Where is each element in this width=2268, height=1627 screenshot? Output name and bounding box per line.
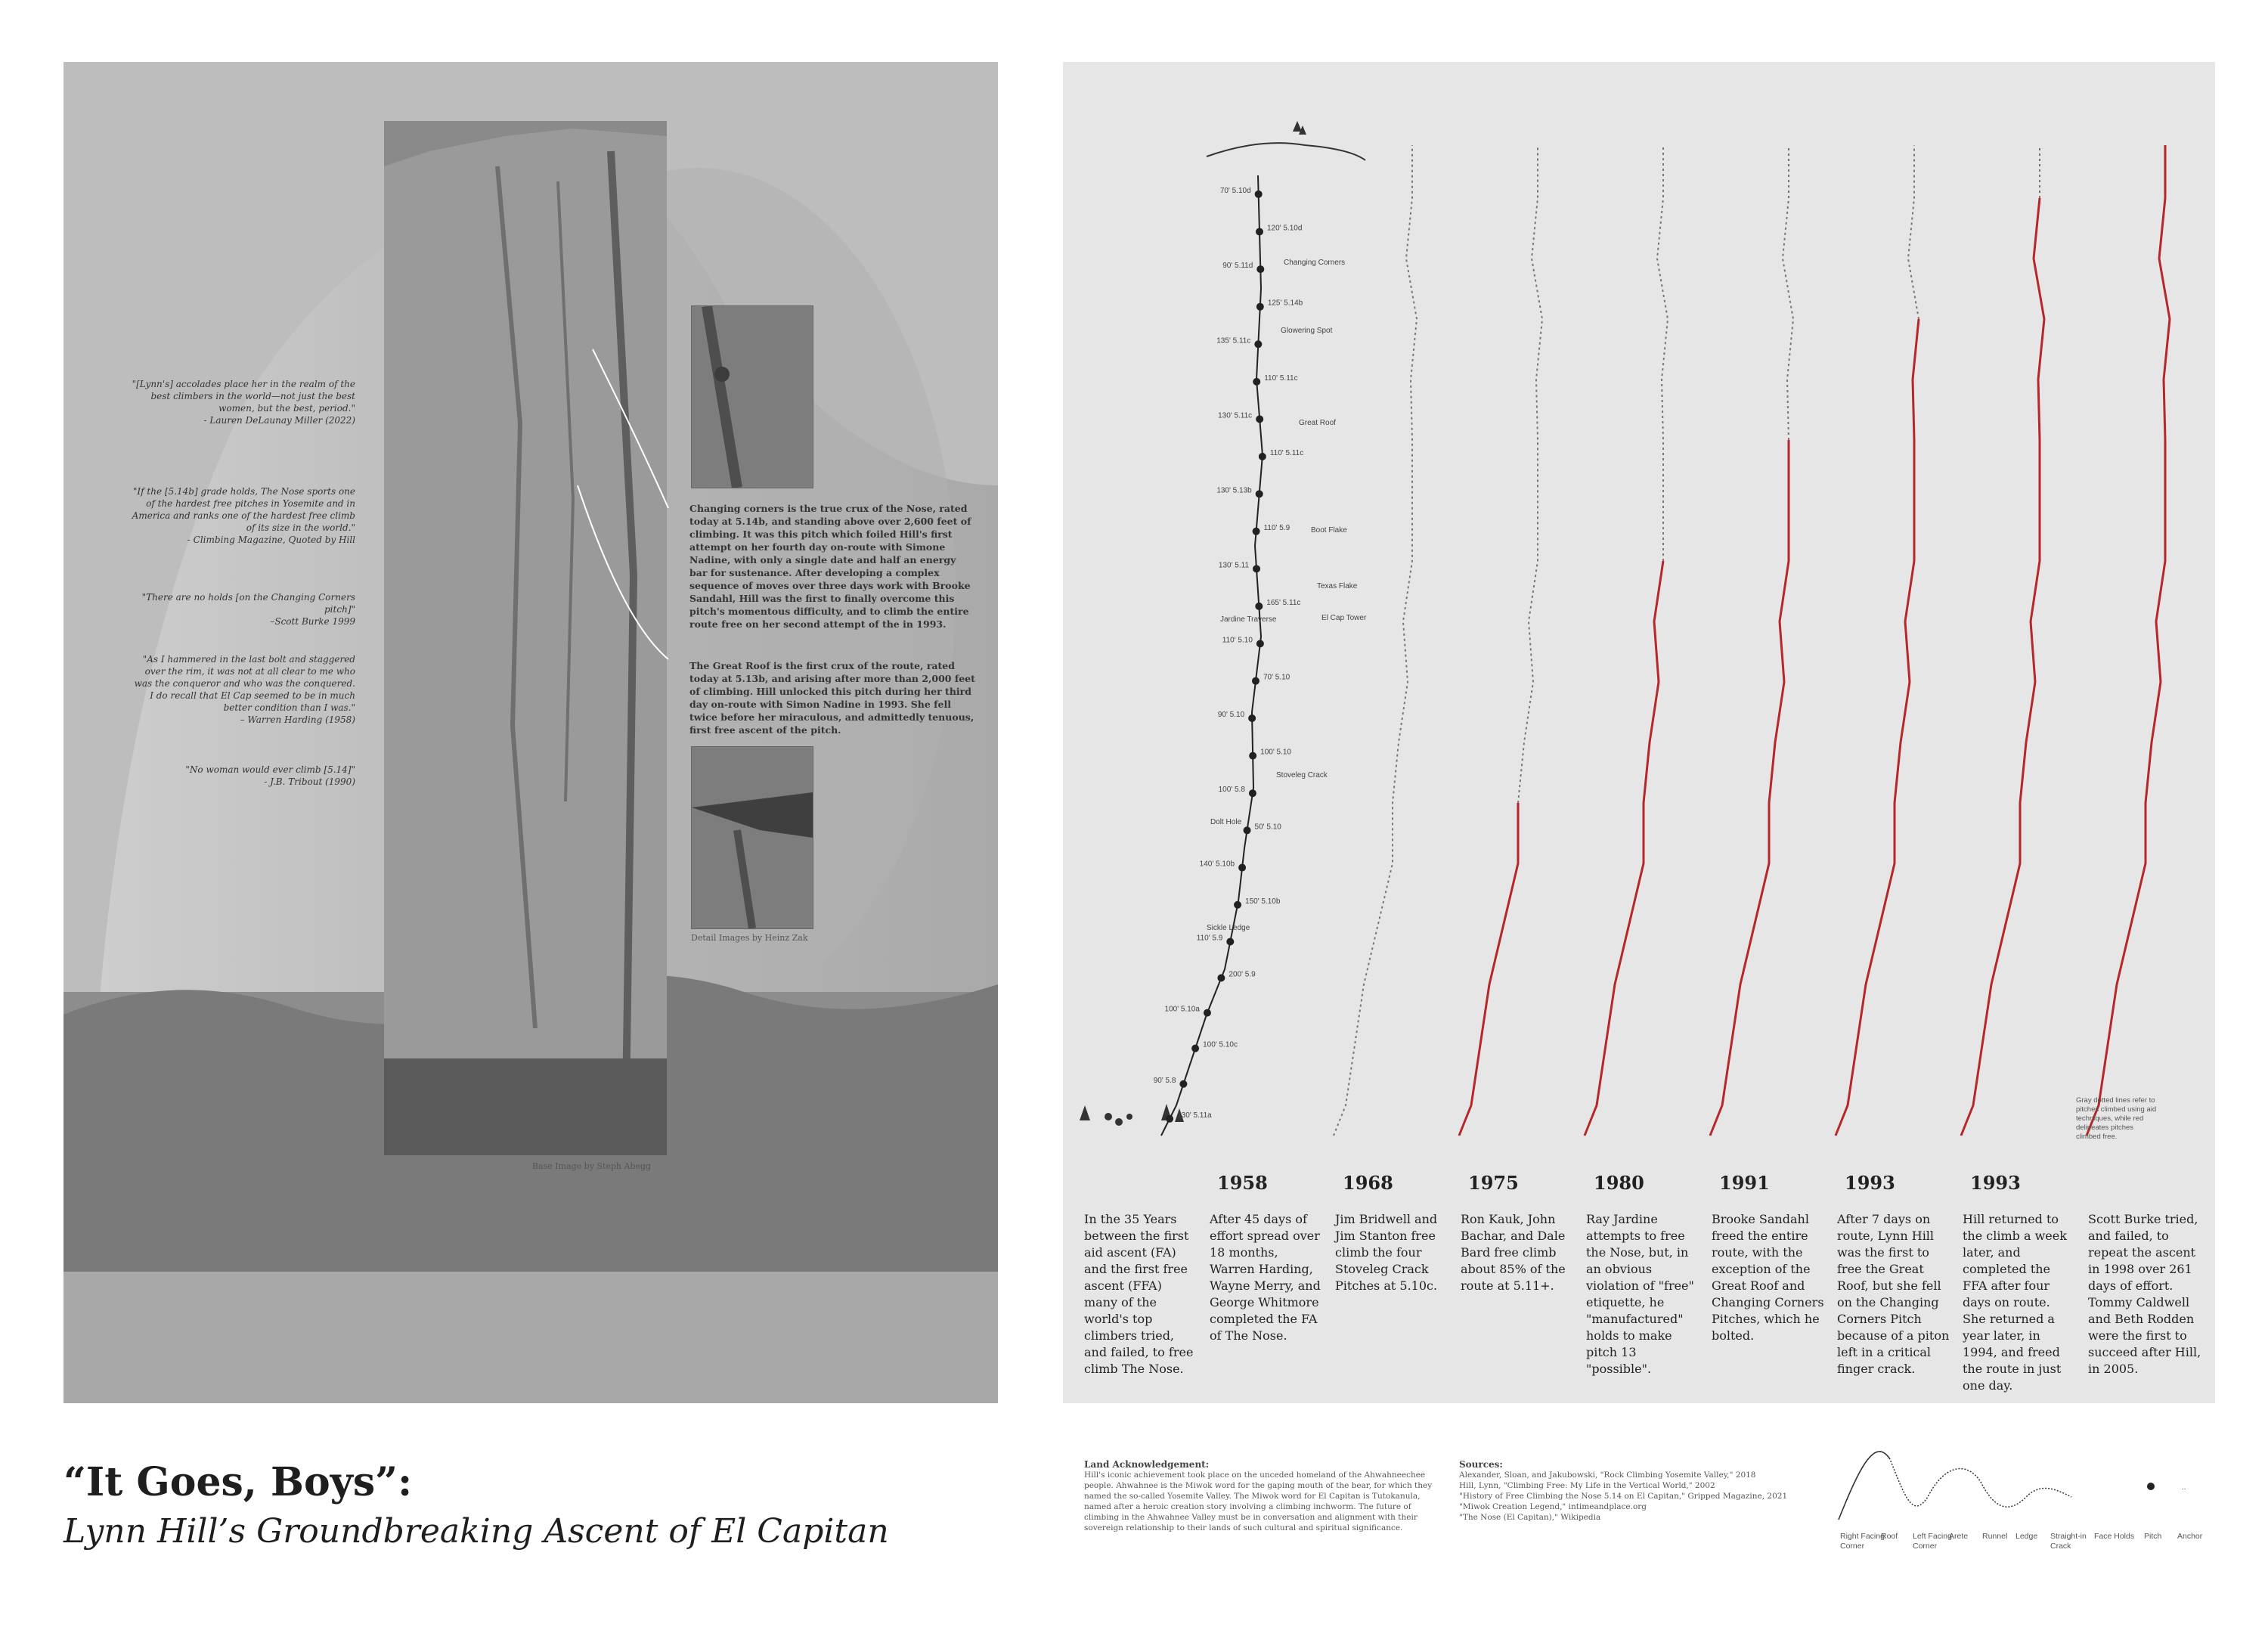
legend-label: Right Facing Corner [1840,1532,1885,1551]
base-image-credit: Base Image by Steph Abegg [532,1161,652,1171]
pitch-label: 70' 5.10d [1219,186,1251,195]
pitch-marker [1253,565,1260,572]
pitch-marker [1249,789,1256,797]
pitch-label: 90' 5.10 [1217,711,1245,720]
source-item: Alexander, Sloan, and Jakubowski, "Rock Climbing Yosemite Valley," 2018 [1459,1470,1756,1480]
legend-label: Straight-in Crack [2050,1532,2087,1551]
feature-symbols-icon [1839,1452,2071,1520]
timeline-description: Scott Burke tried, and failed, to repeat the ascent in 1998 over 261 days of effort. Tommy Caldwell and Beth Rodden were the first to succeed after Hill, in 2005. [2088,1212,2201,1376]
pitch-marker [1234,901,1241,909]
callout-great-roof: The Great Roof is the first crux of the route, rated today at 5.13b, and arising after more than 2,000 feet of climbing. Hill unlocked this pitch during her third day on-route with Simon Nadine in 1993. She fell twice before her miraculous, and admittedly tenuous, first free ascent of the pitch. [689,660,975,736]
pitch-label: 100' 5.8 [1218,786,1245,795]
pitch-marker [1256,303,1264,311]
pitch-label: 110' 5.11c [1264,373,1298,383]
pitch-label: 130' 5.11 [1218,561,1250,570]
source-item: "The Nose (El Capitan)," Wikipedia [1459,1513,1601,1522]
legend-label: Face Holds [2094,1532,2135,1541]
poster-subtitle: Lynn Hill’s Groundbreaking Ascent of El Capitan [64,1512,889,1551]
pitch-marker [1255,603,1263,610]
pitch-marker [1217,975,1225,982]
pitch-marker [1252,677,1259,685]
timeline-year: 1975 [1468,1172,1519,1194]
pitch-label: 120' 5.10d [1266,224,1303,233]
summit-trees-icon [1293,121,1306,135]
timeline-year: 1958 [1217,1172,1268,1194]
legend-note: Gray dotted lines refer to pitches climbed using aid techniques, while red delineates pitches climbed free. [2076,1096,2157,1141]
feature-label: Great Roof [1299,419,1336,427]
source-item: "Miwok Creation Legend," intimeandplace.org [1459,1502,1647,1511]
pitch-marker [1179,1080,1187,1088]
quote-tribout: "No woman would ever climb [5.14]" - J.B. Tribout (1990) [185,764,355,787]
callout-changing-corners: Changing corners is the true crux of the Nose, rated today at 5.14b, and standing above over 2,600 feet of climbing. It was this pitch which foiled Hill's first attempt on her fourth day on-route with Simone Nadine, with only a single date and half an energy bar for sustenance. After developing a complex sequence of moves over three days work with Brooke Sandahl, Hill was the first to finally overcome this pitch's momentous difficulty, and to climb the entire route free on her second attempt of the in 1993. [689,503,971,630]
pitch-label: 110' 5.9 [1196,934,1223,943]
pitch-marker [1256,415,1263,423]
free-pitch-line [1961,198,2044,1136]
timeline-description: Ron Kauk, John Bachar, and Dale Bard free climb about 85% of the route at 5.11+. [1461,1212,1566,1293]
pitch-label: 70' 5.10 [1263,673,1290,682]
pitch-label: 100' 5.10c [1203,1040,1238,1049]
free-pitch-line [1836,319,1919,1136]
free-pitch-line [1585,561,1663,1136]
pitch-label: 110' 5.10 [1222,636,1253,645]
poster-title: “It Goes, Boys”: [64,1459,413,1505]
free-pitch-line [1710,440,1789,1136]
summit-ridge [1207,143,1365,160]
pitch-label: 90' 5.11d [1222,262,1253,271]
timeline-description: Hill returned to the climb a week later, and completed the FFA after four days on route. She returned a year later, in 1994, and freed the route in just one day. [1963,1212,2067,1393]
pitch-marker [1248,714,1256,722]
symbol-legend [1830,1436,2223,1527]
feature-label: Dolt Hole [1210,818,1242,826]
pitch-marker [1226,937,1234,945]
timeline-year: 1968 [1343,1172,1393,1194]
free-pitch-line [2087,145,2170,1136]
pitch-label: 130' 5.11a [1177,1111,1212,1120]
quote-climbing-magazine: "If the [5.14b] grade holds, The Nose sports one of the hardest free pitches in Yosemite and in America and ranks one of the hardest free climb of its size in the world." - Climbing Magazine, Quoted by Hill [132,486,355,545]
pitch-label: 100' 5.10a [1164,1005,1200,1014]
topo-and-ascent-lines [1063,62,2215,1158]
legend-label: Runnel [1982,1532,2008,1541]
legend-label: Arete [1949,1532,1969,1541]
aid-pitch-line [1908,145,1919,319]
aid-pitch-line [1334,145,1417,1136]
pitch-marker [1256,265,1264,273]
detail-images-credit: Detail Images by Heinz Zak [691,933,808,943]
pitch-symbol-icon [2147,1483,2155,1490]
land-heading: Land Acknowledgement: [1084,1459,1210,1470]
legend-label: Ledge [2015,1532,2038,1541]
timeline-year: 1980 [1594,1172,1644,1194]
land-acknowledgement [1084,1459,1447,1533]
topo-timeline-panel [1063,62,2215,1403]
pitch-marker [1253,528,1260,535]
sources-heading: Sources: [1459,1459,1503,1470]
timeline-description: After 7 days on route, Lynn Hill was the first to free the Great Roof, but she fell on the Changing Corners Pitch because of a piton left in a critical finger crack. [1837,1212,1950,1376]
pitch-label: 135' 5.11c [1216,336,1251,346]
feature-label: Boot Flake [1311,526,1347,535]
el-cap-photo-panel [64,62,998,1403]
timeline-description: Brooke Sandahl freed the entire route, with the exception of the Great Roof and Changing Corners Pitches, which he bolted. [1712,1212,1824,1343]
timeline-description: Ray Jardine attempts to free the Nose, but, in an obvious violation of "free" etiquette, he "manufactured" holds to make pitch 13 "possible". [1586,1212,1694,1376]
legend-label: Left Facing Corner [1913,1532,1952,1551]
pitch-label: 50' 5.10 [1254,823,1281,832]
aid-pitch-line [1657,145,1668,561]
feature-label: Sickle Ledge [1207,924,1250,932]
sources [1459,1459,1822,1523]
pitch-label: 130' 5.11c [1218,411,1253,420]
source-item: "History of Free Climbing the Nose 5.14 on El Capitan," Gripped Magazine, 2021 [1459,1492,1788,1501]
pitch-marker [1166,1115,1173,1123]
feature-labels [1207,259,1367,932]
feature-label: Jardine Traverse [1220,615,1277,624]
pitch-marker [1204,1009,1211,1017]
quote-burke: "There are no holds [on the Changing Corners pitch]" –Scott Burke 1999 [141,592,355,627]
pitch-marker [1253,378,1260,386]
pitch-label: 140' 5.10b [1199,860,1235,869]
aid-pitch-line [1783,145,1793,440]
pitch-label: 130' 5.13b [1216,486,1252,495]
quote-harding: "As I hammered in the last bolt and staggered over the rim, it was not at all clear to me who was the conqueror and who was the conquered. I do recall that El Cap seemed to be in much better condition than I was." – Warren Harding (1958) [134,654,355,725]
pitch-label: 100' 5.10 [1260,748,1291,757]
quote-miller: "[Lynn's] accolades place her in the realm of the best climbers in the world—not just the best women, but the best, period." - Lauren DeLaunay Miller (2022) [132,379,355,426]
legend-label: Anchor [2177,1532,2203,1541]
pitch-marker [1249,752,1256,760]
feature-label: El Cap Tower [1321,614,1367,622]
anchor-symbol-icon: .. [2182,1483,2186,1492]
detail-image-great-roof [691,746,813,929]
timeline-year: 1993 [1845,1172,1895,1194]
timeline-year: 1993 [1970,1172,2021,1194]
legend-label: Pitch [2144,1532,2162,1541]
timeline-description: In the 35 Years between the first aid ascent (FA) and the first free ascent (FFA) many of the world's top climbers tried, and failed, to free climb The Nose. [1084,1212,1194,1376]
land-text: Hill's iconic achievement took place on the unceded homeland of the Ahwahneechee people. Ahwahnee is the Miwok word for the gaping mouth of the bear, for which they named the so-called Yosemite Valley. The Miwok word for El Capitan is Tutokanula, named after a heroic creation story involving a climbing inchworm. The future of climbing in the Ahwahnee Valley must be in conversation and alignment with their sovereign relationship to their lands of such cultural and spiritual significance. [1084,1470,1433,1532]
pitch-marker [1238,864,1246,872]
legend-label: Roof [1881,1532,1898,1541]
free-pitch-line [1459,803,1518,1136]
pitch-marker [1259,453,1266,460]
pitch-marker [1256,228,1263,235]
pitch-marker [1191,1045,1199,1052]
pitch-label: 110' 5.9 [1263,523,1290,532]
timeline-description: Jim Bridwell and Jim Stanton free climb the four Stoveleg Crack Pitches at 5.10c. [1335,1212,1438,1293]
pitch-label: 110' 5.11c [1269,448,1304,457]
pitch-label: 125' 5.14b [1267,299,1303,308]
pitch-label: 200' 5.9 [1228,970,1256,979]
pitch-label: 165' 5.11c [1266,598,1301,607]
topo-route-line [1161,175,1263,1136]
pitch-marker [1256,490,1263,497]
feature-label: Glowering Spot [1281,327,1333,335]
pitch-marker [1256,640,1264,647]
detail-image-changing-corners [691,305,813,488]
pitch-label: 90' 5.8 [1153,1076,1176,1085]
timeline-description: After 45 days of effort spread over 18 months, Warren Harding, Wayne Merry, and George Whitmore completed the FA of The Nose. [1210,1212,1321,1343]
aid-pitch-line [1518,145,1542,803]
feature-label: Texas Flake [1317,582,1358,590]
pitch-label: 150' 5.10b [1245,897,1281,906]
timeline-year: 1991 [1719,1172,1770,1194]
pitch-marker [1254,340,1262,348]
source-item: Hill, Lynn, "Climbing Free: My Life in the Vertical World," 2002 [1459,1481,1715,1490]
pitch-marker [1244,826,1251,834]
pitch-markers [1166,191,1266,1123]
feature-label: Stoveleg Crack [1276,771,1328,779]
pitch-marker [1255,191,1263,198]
feature-label: Changing Corners [1284,259,1346,267]
ascent-lines [1334,145,2170,1136]
